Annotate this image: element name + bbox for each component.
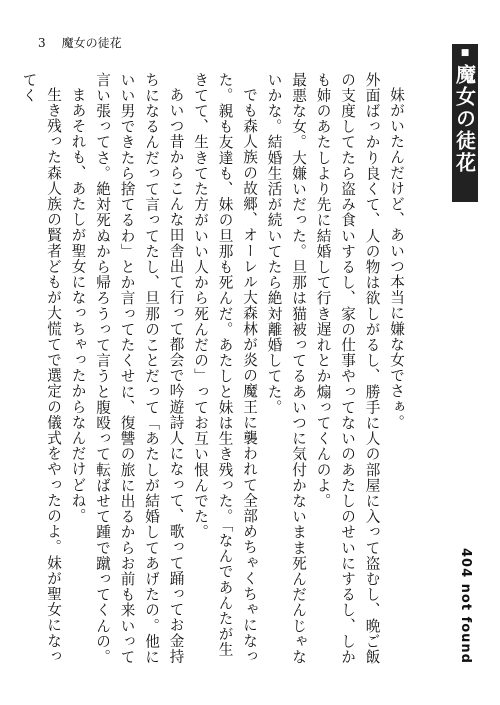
page-header — [38, 34, 122, 51]
running-title: 魔女の徒花 — [61, 36, 122, 50]
chapter-tab-title: 魔女の徒花 — [452, 64, 477, 174]
paragraph-3: 最悪な女。大嫌いだった。旦那は猫被ってるあいつに気付かないまま死んだんじゃないかな。結婚生活が続いてたら絶対離婚してた。 — [265, 72, 307, 665]
chapter-tab — [452, 44, 478, 202]
paragraph-4: でも森人族の故郷、オーレル大森林が炎の魔王に襲われて全部めちゃくちゃになった。親も友達も、妹の旦那も死んだ。あたしと妹は生き残った。「なんであんたが生きてて、生きてた方がいい人から死んだの」ってお互い恨んでた。 — [192, 72, 258, 664]
paragraph-2: 外面ばっかり良くて、人の物は欲しがるし、勝手に人の部屋に入って盗むし、晩ご飯の支度してたら盗み食いするし、家の仕事やってないのあたしのせいにするし、しかも姉のあたしより先に結婚して行き遅れとか煽ってくんのよ。 — [314, 72, 381, 665]
body-text — [20, 72, 408, 672]
side-label: 404 not found — [458, 548, 473, 664]
paragraph-7: 生き残った森人族の賢者どもが大慌てで選定の儀式をやったのよ。妹が聖女になってく — [20, 72, 62, 664]
paragraph-1: 妹がいたんだけど、あいつ本当に嫌な女でさぁ。 — [388, 86, 405, 430]
square-icon: ■ — [460, 48, 470, 60]
page-number: 3 — [38, 36, 46, 50]
paragraph-5: あいつ昔からこんな田舎出て行って都会で吟遊詩人になって、歌って踊ってお金持ちになるんだって言ってたし、旦那のことだって「あたしが結婚してあげたの。他にいい男できたら捨てるわ」とか言ってたくせに、復讐の旅に出るからお前も来いって言い張ってさ。絶対死ぬから帰ろうって言うと腹殴って転ばせて踵で蹴ってくんの。 — [94, 72, 185, 665]
paragraph-6: まあそれも、あたしが聖女になっちゃったからなんだけどね。 — [69, 86, 87, 524]
